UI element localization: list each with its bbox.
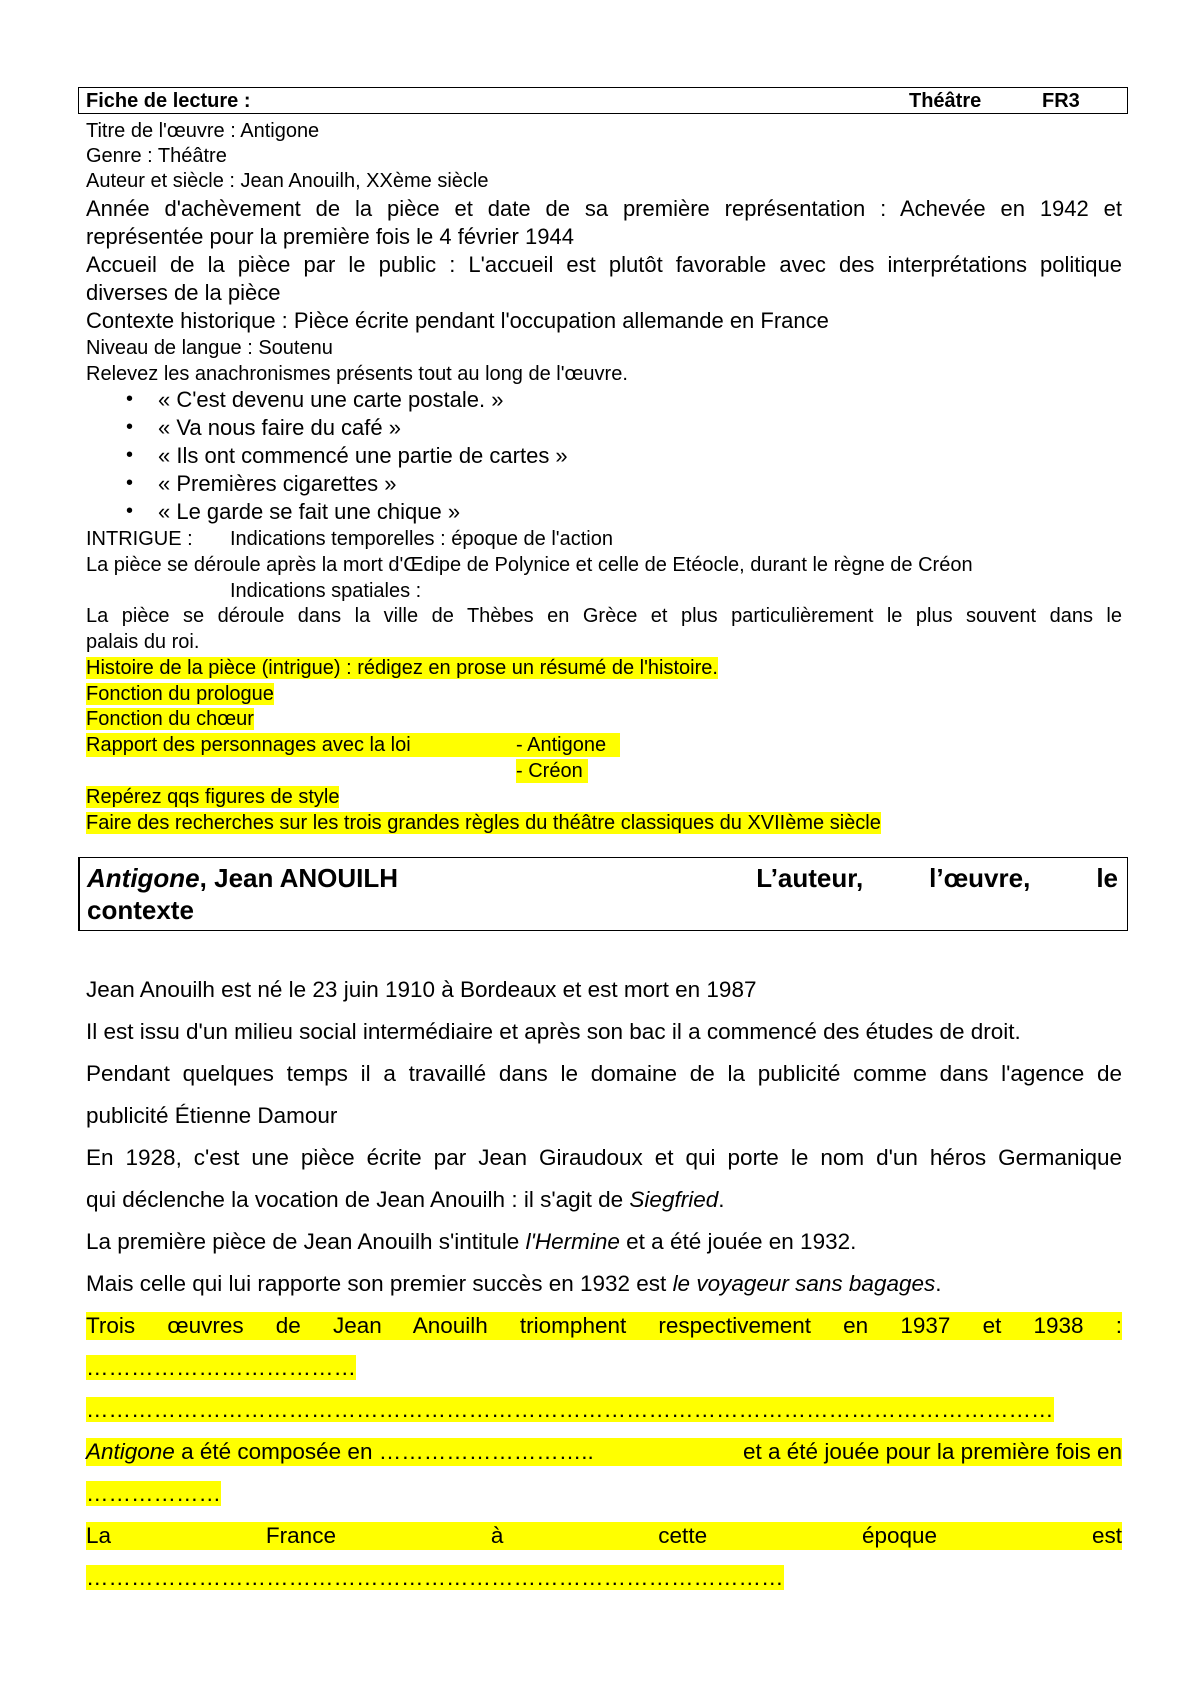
fill-france-line2 — [86, 1564, 784, 1592]
spatiales-text-1: La pièce se déroule dans la ville de Thèbes en Grèce et plus particulièrement le plus souvent dans le — [86, 605, 1122, 627]
niveau-line: Niveau de langue : Soutenu — [86, 337, 333, 359]
question-prologue-text: Fonction du prologue — [86, 683, 274, 705]
auteur-line: Auteur et siècle : Jean Anouilh, XXème siècle — [86, 170, 489, 192]
bio-p6c: . — [935, 1271, 942, 1296]
fill-trois-dots-2: ………………………………………………………………………………………………………………… — [86, 1397, 1054, 1422]
titre-line: Titre de l'œuvre : Antigone — [86, 120, 320, 142]
question-histoire — [86, 656, 718, 680]
spatiales-text-2: palais du roi. — [86, 631, 200, 653]
fill-antigone-italic: Antigone — [86, 1439, 175, 1464]
bio-p4-2a: qui déclenche la vocation de Jean Anouilh : il s'agit de — [86, 1187, 630, 1212]
bio-p2: Il est issu d'un milieu social intermédiaire et après son bac il a commencé des études de droit. — [86, 1019, 1021, 1044]
question-rapport-antigone: - Antigone — [516, 733, 620, 757]
question-rapport-creon-line — [516, 759, 588, 783]
bio-hermine: l'Hermine — [525, 1229, 620, 1254]
accueil-line-2: diverses de la pièce — [86, 280, 281, 305]
fill-antigone-dots-2: ……………… — [86, 1481, 221, 1506]
relevez-line: Relevez les anachronismes présents tout au long de l'œuvre. — [86, 363, 628, 385]
genre-line: Genre : Théâtre — [86, 145, 227, 167]
fiche-code: FR3 — [1042, 90, 1080, 112]
list-item-text: « Va nous faire du café » — [158, 415, 401, 440]
question-histoire-text: Histoire de la pièce (intrigue) : rédigez en prose un résumé de l'histoire. — [86, 657, 718, 679]
contexte-line: Contexte historique : Pièce écrite pendant l'occupation allemande en France — [86, 308, 829, 333]
fill-antigone-b: a été composée en — [174, 1439, 379, 1464]
question-prologue — [86, 682, 274, 706]
bio-p3-line1: Pendant quelques temps il a travaillé dans le domaine de la publicité comme dans l'agence de — [86, 1061, 1122, 1086]
fill-antigone-line1 — [86, 1438, 1122, 1466]
fill-france-dots: ………………………………………………………………………………… — [86, 1565, 784, 1590]
fill-antigone-d: et a été jouée pour la première fois en — [743, 1439, 1122, 1464]
question-rapport — [86, 733, 620, 757]
bio-p4-line1: En 1928, c'est une pièce écrite par Jean Giraudoux et qui porte le nom d'un héros Germanique — [86, 1145, 1122, 1170]
bio-p5 — [86, 1228, 856, 1256]
fill-antigone-line2 — [86, 1480, 221, 1508]
bullet-icon: • — [126, 416, 134, 438]
bio-p5c: et a été jouée en 1932. — [619, 1229, 857, 1254]
question-figures-text: Repérez qqs figures de style — [86, 786, 340, 808]
bio-p3-line2: publicité Étienne Damour — [86, 1103, 338, 1128]
annee-line-2: représentée pour la première fois le 4 février 1944 — [86, 224, 574, 249]
question-rapport-text: Rapport des personnages avec la loi — [86, 733, 516, 757]
antigone-header-line-2: contexte — [87, 895, 194, 925]
fiche-header-box — [78, 87, 1128, 114]
annee-line-1: Année d'achèvement de la pièce et date de sa première représentation : Achevée en 1942 et — [86, 196, 1122, 221]
list-item-text: « Le garde se fait une chique » — [158, 499, 461, 524]
list-item-text: « Ils ont commencé une partie de cartes » — [158, 443, 568, 468]
temporelles-text: La pièce se déroule après la mort d'Œdipe de Polynice et celle de Etéocle, durant le règne de Créon — [86, 554, 973, 576]
bio-p6a: Mais celle qui lui rapporte son premier succès en 1932 est — [86, 1271, 673, 1296]
antigone-title-italic: Antigone — [87, 863, 200, 893]
accueil-line-1: Accueil de la pièce par le public : L'accueil est plutôt favorable avec des interprétations politique — [86, 252, 1122, 277]
bio-p5a: La première pièce de Jean Anouilh s'intitule — [86, 1229, 526, 1254]
fill-trois-line1: Trois œuvres de Jean Anouilh triomphent respectivement en 1937 et 1938 : — [86, 1313, 1122, 1338]
temporelles-label: Indications temporelles : époque de l'action — [230, 528, 613, 550]
fill-antigone-text — [86, 1438, 594, 1466]
bio-p6 — [86, 1270, 942, 1298]
fill-france-line1: La France à cette époque est — [86, 1523, 1122, 1548]
header-word-le: le — [1096, 863, 1118, 893]
fill-trois-line3 — [86, 1396, 1054, 1424]
question-rapport-creon: - Créon — [516, 759, 588, 783]
fill-trois-dots-1: ……………………………… — [86, 1355, 356, 1380]
list-item-text: « C'est devenu une carte postale. » — [158, 387, 504, 412]
question-figures — [86, 785, 339, 809]
antigone-title-rest: , Jean ANOUILH — [199, 863, 399, 893]
question-regles-text: Faire des recherches sur les trois grandes règles du théâtre classiques du XVIIème siècle — [86, 812, 881, 834]
bio-voyageur: le voyageur sans bagages — [672, 1271, 936, 1296]
antigone-header-box — [78, 857, 1128, 931]
fill-antigone-dots: ……………………….. — [378, 1439, 594, 1464]
bullet-icon: • — [126, 388, 134, 410]
antigone-header-right — [690, 863, 1118, 894]
bio-siegfried: Siegfried — [629, 1187, 719, 1212]
list-item-text: « Premières cigarettes » — [158, 471, 397, 496]
question-choeur-text: Fonction du chœur — [86, 708, 254, 730]
bullet-icon: • — [126, 500, 134, 522]
intrigue-label: INTRIGUE : — [86, 528, 193, 550]
question-choeur — [86, 707, 254, 731]
bullet-icon: • — [126, 472, 134, 494]
bio-p4-line2 — [86, 1186, 725, 1214]
bio-p1: Jean Anouilh est né le 23 juin 1910 à Bordeaux et est mort en 1987 — [86, 977, 757, 1002]
bio-p4-2c: . — [718, 1187, 725, 1212]
fiche-title: Fiche de lecture : — [86, 90, 251, 112]
spatiales-label: Indications spatiales : — [230, 580, 422, 602]
fill-trois-line2 — [86, 1354, 356, 1382]
fiche-genre: Théâtre — [909, 90, 982, 112]
header-word-oeuvre: l’œuvre, — [929, 863, 1031, 893]
header-word-auteur: L’auteur, — [756, 863, 864, 893]
bullet-icon: • — [126, 444, 134, 466]
question-regles — [86, 811, 881, 835]
